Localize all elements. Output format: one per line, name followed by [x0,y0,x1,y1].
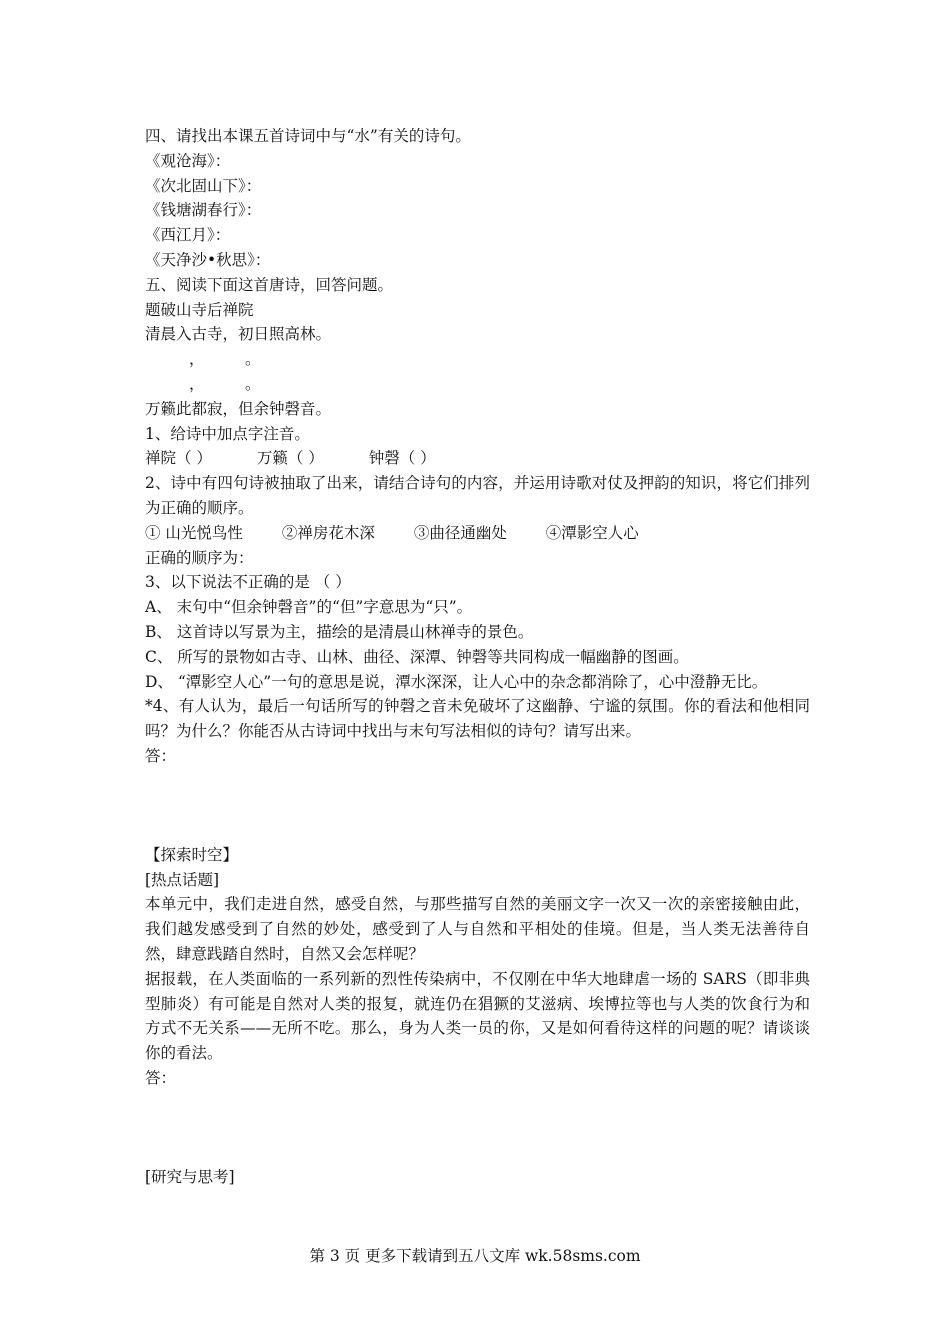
blank-period: 。 [245,350,261,369]
page-footer: 第 3 页 更多下载请到五八文库 wk.58sms.com [309,1247,641,1265]
pinyin-item-zhongqing: 钟磬（ ） [368,449,436,468]
poem-line-4: 万籁此都寂，但余钟磬音。 [145,399,332,418]
question-4: *4、有人认为，最后一句话所写的钟磬之音未免破坏了这幽静、宁谧的氛围。你的看法和他相同吗？为什么？你能否从古诗词中找出与末句写法相似的诗句？请写出来。 [145,697,810,741]
explore-heading: 【探索时空】 [145,845,239,864]
hot-topic-paragraph-2: 据报载，在人类面临的一系列新的烈性传染病中，不仅刚在中华大地肆虐一场的 SARS（即非典型肺炎）有可能是自然对人类的报复，就连仍在猖獗的艾滋病、埃博拉等也与人类的饮食行为和方式不无关系——无所不吃。那么，身为人类一员的你，又是如何看待这样的问题的呢？请谈谈你的看法。 [145,969,810,1063]
document-body [145,124,810,1189]
answer-space [145,1091,810,1165]
poem-item-xijiangyue: 《西江月》： [145,226,231,245]
poem-blank-line-2 [145,347,810,372]
option-4: ④潭影空人心 [545,523,639,542]
choice-d: D、 “潭影空人心”一句的意思是说，潭水深深，让人心中的杂念都消除了，心中澄静无比。 [145,672,768,691]
poem-item-tianjingshaqiusi: 《天净沙•秋思》： [145,250,271,269]
blank-comma: ， [189,350,205,369]
hot-topic-paragraph-1: 本单元中，我们走进自然，感受自然，与那些描写自然的美丽文字一次又一次的亲密接触由此，我们越发感受到了自然的妙处，感受到了人与自然和平相处的佳境。但是，当人类无法善待自然，肆意践踏自然时，自然又会怎样呢？ [145,895,810,963]
question-2: 2、诗中有四句诗被抽取了出来，请结合诗句的内容，并运用诗歌对仗及押韵的知识，将它们排列为正确的顺序。 [145,474,810,517]
poem-item-qiantanghuchunxing: 《钱塘湖春行》： [145,201,262,220]
choice-c: C、 所写的景物如古寺、山林、曲径、深潭、钟磬等共同构成一幅幽静的图画。 [145,647,689,666]
pinyin-item-wanlai: 万籁（ ） [256,449,324,468]
answer-label: 答： [145,746,177,765]
poem-item-guancanghai: 《观沧海》： [145,151,231,170]
pinyin-item-chanyuan: 禅院（ ） [145,449,212,468]
blank-period: 。 [245,374,261,393]
option-1: ① 山光悦鸟性 [145,523,243,542]
poem-line-1: 清晨入古寺，初日照高林。 [145,325,332,344]
research-heading: [研究与思考] [145,1167,235,1186]
choice-b: B、 这首诗以写景为主，描绘的是清晨山林禅寺的景色。 [145,622,534,641]
option-2: ②禅房花木深 [281,523,375,542]
poem-blank-line-3 [145,372,810,397]
question-1: 1、给诗中加点字注音。 [145,424,310,443]
poem-title: 题破山寺后禅院 [145,300,254,319]
poem-item-cibeigushanxia: 《次北固山下》： [145,176,262,195]
pinyin-row [145,446,810,471]
ordering-options [145,521,810,546]
answer-space [145,769,810,843]
blank-comma: ， [189,374,205,393]
hot-topic-heading: [热点话题] [145,870,220,889]
ordering-answer-label: 正确的顺序为： [145,548,254,567]
question-3: 3、以下说法不正确的是 （ ） [145,573,351,592]
option-3: ③曲径通幽处 [413,523,507,542]
section4-title: 四、请找出本课五首诗词中与“水”有关的诗句。 [145,127,471,145]
choice-a: A、 末句中“但余钟磬音”的“但”字意思为“只”。 [145,598,473,617]
answer-label: 答： [145,1068,177,1087]
section5-title: 五、阅读下面这首唐诗，回答问题。 [145,275,394,294]
